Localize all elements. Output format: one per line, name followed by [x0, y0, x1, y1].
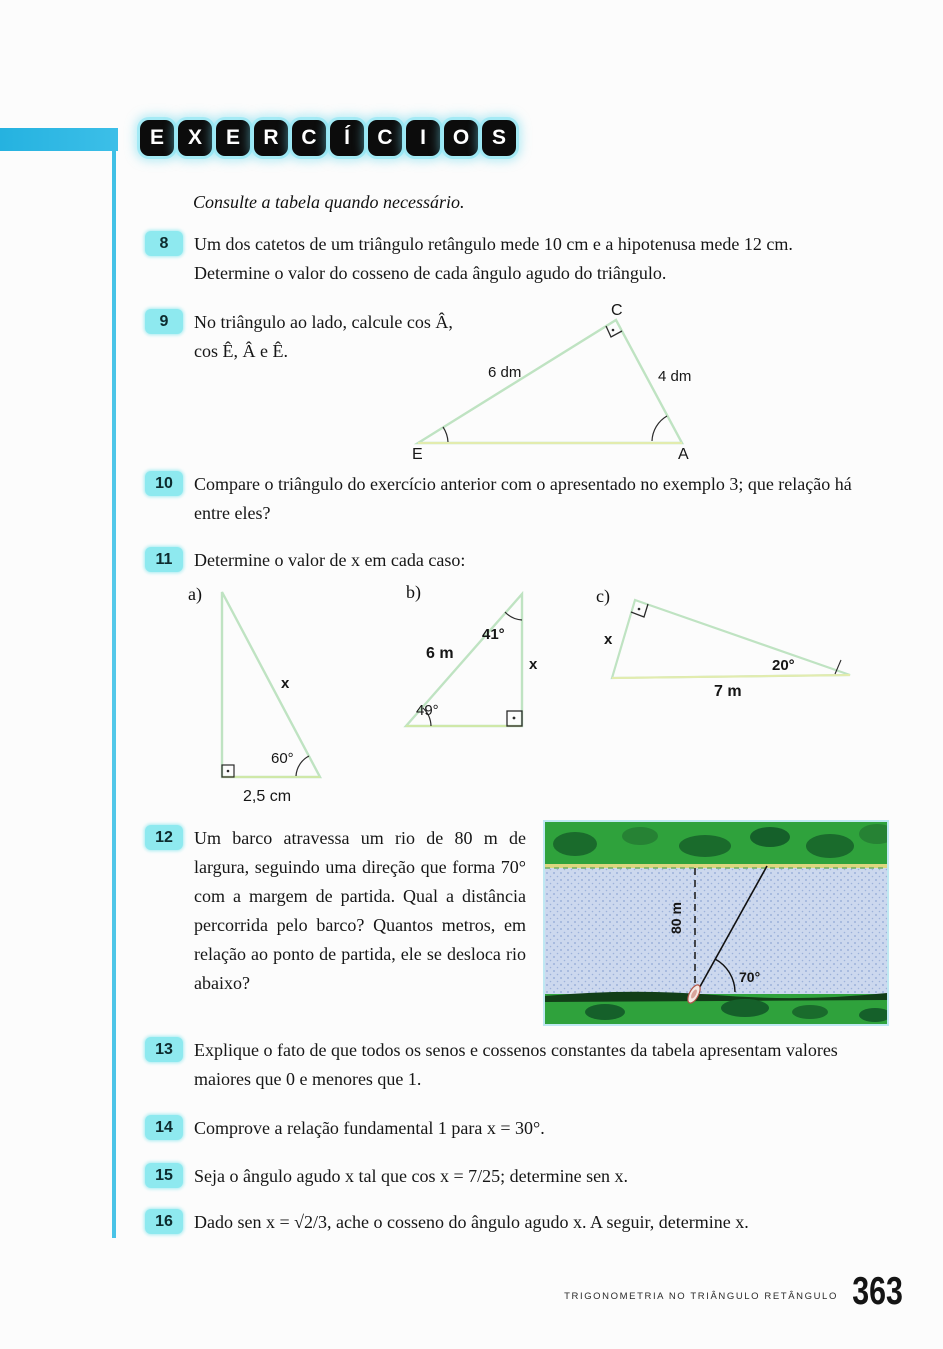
- hypotenuse-label-x: x: [281, 675, 290, 692]
- page-footer: [564, 1268, 905, 1313]
- exercise-text: Um dos catetos de um triângulo retângulo mede 10 cm e a hipotenusa mede 12 cm. Determine o valor do cosseno de cada ângulo agudo do triângulo.: [194, 234, 793, 283]
- title-letter-tile: C: [292, 120, 326, 156]
- hypotenuse-label-6m: 6 m: [426, 645, 454, 662]
- exercise-16: [145, 1208, 906, 1237]
- exercise-12: [145, 824, 526, 998]
- page-title: [140, 120, 516, 156]
- side-label-x: x: [604, 631, 613, 648]
- triangle-diagram-b: [396, 584, 546, 742]
- triangle-diagram-ECA: [400, 303, 716, 463]
- exercise-10: [145, 470, 882, 528]
- exercise-11: [145, 546, 882, 575]
- left-vertical-rule: [112, 150, 116, 1238]
- title-letter-tile: E: [216, 120, 250, 156]
- exercise-number-badge: 10: [145, 471, 183, 496]
- title-letter-tile: C: [368, 120, 402, 156]
- exercise-number-badge: 14: [145, 1115, 183, 1140]
- title-letter-tile: R: [254, 120, 288, 156]
- case-a-label: a): [188, 584, 202, 604]
- angle-arc-A: [652, 416, 667, 441]
- base-label: 2,5 cm: [243, 788, 292, 805]
- exercise-number-badge: 15: [145, 1163, 183, 1188]
- case-b-label: b): [406, 582, 421, 602]
- exercise-8: [145, 230, 866, 288]
- title-letter-tile: X: [178, 120, 212, 156]
- river-width-label: 80 m: [668, 902, 684, 934]
- side-label-x: x: [529, 656, 538, 673]
- angle-arc-41: [505, 612, 522, 620]
- title-letter-tile: E: [140, 120, 174, 156]
- exercise-text: No triângulo ao lado, calcule cos Â, cos Ê, Â e Ê.: [194, 312, 453, 361]
- exercise-text: Dado sen x = √2/3, ache o cosseno do ângulo agudo x. A seguir, determine x.: [194, 1212, 749, 1232]
- exercise-text: Explique o fato de que todos os senos e cossenos constantes da tabela apresentam valores maiores que 0 e menores que 1.: [194, 1040, 838, 1089]
- triangle-diagram-a: [205, 585, 355, 810]
- triangle-diagram-c: [592, 588, 872, 706]
- angle-label-60: 60°: [271, 750, 294, 767]
- vertex-label-A: A: [678, 446, 689, 463]
- title-letter-tile: S: [482, 120, 516, 156]
- exercise-number-badge: 9: [145, 309, 183, 334]
- instruction-note: Consulte a tabela quando necessário.: [193, 192, 465, 212]
- exercise-number-badge: 11: [145, 547, 183, 572]
- exercise-text: Compare o triângulo do exercício anterior com o apresentado no exemplo 3; que relação há entre eles?: [194, 474, 852, 523]
- chapter-title: TRIGONOMETRIA NO TRIÂNGULO RETÂNGULO: [564, 1290, 838, 1302]
- river-illustration: [545, 822, 887, 1024]
- exercise-text: Um barco atravessa um rio de 80 m de largura, seguindo uma direção que forma 70° com a margem de partida. Qual a distância percorrida pelo barco? Quantos metros, em relação ao ponto de partida, ele se desloca rio abaixo?: [194, 828, 526, 993]
- base-label-7m: 7 m: [714, 683, 742, 700]
- exercise-number-badge: 13: [145, 1037, 183, 1062]
- page-number: 363: [852, 1268, 903, 1313]
- exercise-13: [145, 1036, 886, 1094]
- angle-label-49: 49°: [416, 702, 439, 719]
- top-cyan-band: [0, 128, 118, 151]
- angle-label-70: 70°: [739, 969, 761, 985]
- exercise-text: Comprove a relação fundamental 1 para x = 30°.: [194, 1118, 545, 1138]
- exercise-number-badge: 12: [145, 825, 183, 850]
- case-c-label: c): [596, 586, 610, 606]
- exercise-number-badge: 16: [145, 1209, 183, 1234]
- angle-arc-60: [296, 756, 309, 776]
- side-label-4dm: 4 dm: [658, 368, 692, 385]
- exercise-text: Seja o ângulo agudo x tal que cos x = 7/25; determine sen x.: [194, 1166, 629, 1186]
- side-label-6dm: 6 dm: [488, 364, 522, 381]
- vertex-label-E: E: [412, 446, 423, 463]
- exercise-14: [145, 1114, 894, 1143]
- exercise-text: Determine o valor de x em cada caso:: [194, 550, 466, 570]
- angle-arc-E: [443, 427, 448, 442]
- exercise-15: [145, 1162, 894, 1191]
- title-letter-tile: I: [406, 120, 440, 156]
- title-letter-tile: O: [444, 120, 478, 156]
- angle-label-41: 41°: [482, 626, 505, 643]
- vertex-label-C: C: [611, 303, 623, 319]
- title-letter-tile: Í: [330, 120, 364, 156]
- angle-label-20: 20°: [772, 657, 795, 674]
- exercise-number-badge: 8: [145, 231, 183, 256]
